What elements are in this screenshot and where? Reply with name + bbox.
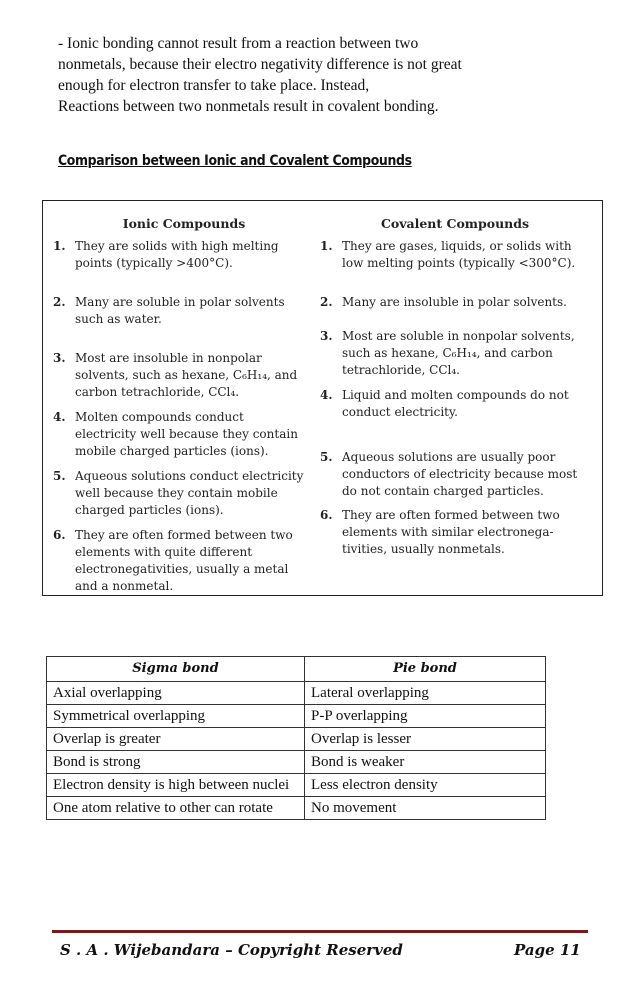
- intro-paragraph: [58, 33, 578, 117]
- covalent-item: [320, 387, 590, 421]
- pi-cell: Bond is weaker: [305, 751, 546, 774]
- item-number: 5.: [53, 469, 66, 483]
- item-line: low melting points (typically <300°C).: [342, 256, 576, 270]
- sigma-cell: Electron density is high between nuclei: [47, 774, 305, 797]
- item-line: and a nonmetal.: [75, 579, 174, 593]
- sigma-header: Sigma bond: [47, 657, 305, 682]
- item-line: They are solids with high melting: [75, 239, 279, 253]
- table-row: [47, 774, 546, 797]
- covalent-item: [320, 328, 590, 379]
- sigma-cell: Bond is strong: [47, 751, 305, 774]
- item-line: tetrachloride, CCl₄.: [342, 363, 460, 377]
- item-number: 3.: [53, 351, 66, 365]
- item-line: Many are insoluble in polar solvents.: [342, 295, 567, 309]
- item-line: electricity well because they contain: [75, 427, 298, 441]
- covalent-item: [320, 449, 590, 500]
- item-line: Aqueous solutions are usually poor: [342, 450, 556, 464]
- item-number: 5.: [320, 450, 333, 464]
- intro-line: Reactions between two nonmetals result in covalent bonding.: [58, 98, 439, 115]
- sigma-cell: Overlap is greater: [47, 728, 305, 751]
- item-line: They are often formed between two: [342, 508, 560, 522]
- table-header-row: [47, 657, 546, 682]
- intro-line: enough for electron transfer to take place. Instead,: [58, 77, 370, 94]
- item-line: electronegativities, usually a metal: [75, 562, 289, 576]
- table-row: [47, 797, 546, 820]
- item-line: They are gases, liquids, or solids with: [342, 239, 572, 253]
- item-line: well because they contain mobile: [75, 486, 278, 500]
- pi-cell: No movement: [305, 797, 546, 820]
- ionic-item: [53, 468, 315, 519]
- covalent-header: Covalent Compounds: [380, 216, 530, 231]
- item-number: 1.: [53, 239, 66, 253]
- item-line: Most are insoluble in nonpolar: [75, 351, 262, 365]
- item-line: charged particles (ions).: [75, 503, 224, 517]
- item-line: elements with similar electronega-: [342, 525, 554, 539]
- item-number: 2.: [320, 295, 333, 309]
- item-line: such as water.: [75, 312, 162, 326]
- item-number: 6.: [320, 508, 333, 522]
- pi-header: Pie bond: [305, 657, 546, 682]
- item-number: 1.: [320, 239, 333, 253]
- intro-line: - Ionic bonding cannot result from a reaction between two: [58, 35, 419, 52]
- ionic-item: [53, 409, 315, 460]
- item-line: They are often formed between two: [75, 528, 293, 542]
- covalent-item: [320, 238, 590, 272]
- item-line: do not contain charged particles.: [342, 484, 544, 498]
- item-line: solvents, such as hexane, C₆H₁₄, and: [75, 368, 298, 382]
- table-row: [47, 728, 546, 751]
- covalent-item: [320, 507, 590, 558]
- item-line: mobile charged particles (ions).: [75, 444, 269, 458]
- ionic-item: [53, 294, 315, 328]
- pi-cell: Less electron density: [305, 774, 546, 797]
- item-line: conduct electricity.: [342, 405, 458, 419]
- item-line: carbon tetrachloride, CCl₄.: [75, 385, 240, 399]
- intro-line: nonmetals, because their electro negativity difference is not great: [58, 56, 462, 73]
- pi-cell: P-P overlapping: [305, 705, 546, 728]
- pi-cell: Lateral overlapping: [305, 682, 546, 705]
- ionic-item: [53, 350, 315, 401]
- sigma-cell: Axial overlapping: [47, 682, 305, 705]
- ionic-item: [53, 238, 315, 272]
- covalent-column: [320, 215, 590, 556]
- section-heading: Comparison between Ionic and Covalent Compounds: [58, 153, 412, 169]
- item-line: Many are soluble in polar solvents: [75, 295, 285, 309]
- comparison-figure: [42, 200, 603, 596]
- table-row: [47, 682, 546, 705]
- item-line: Most are soluble in nonpolar solvents,: [342, 329, 575, 343]
- item-number: 4.: [320, 388, 333, 402]
- table-body: [47, 682, 546, 820]
- table-row: [47, 751, 546, 774]
- item-number: 4.: [53, 410, 66, 424]
- covalent-item: [320, 294, 590, 311]
- item-number: 6.: [53, 528, 66, 542]
- item-line: Liquid and molten compounds do not: [342, 388, 569, 402]
- item-line: elements with quite different: [75, 545, 253, 559]
- footer-page-number: Page 11: [514, 941, 581, 959]
- item-line: such as hexane, C₆H₁₄, and carbon: [342, 346, 553, 360]
- item-line: Molten compounds conduct: [75, 410, 244, 424]
- footer-author: S . A . Wijebandara – Copyright Reserved: [60, 941, 403, 959]
- item-line: tivities, usually nonmetals.: [342, 542, 505, 556]
- sigma-pi-table: [46, 656, 546, 820]
- sigma-cell: One atom relative to other can rotate: [47, 797, 305, 820]
- item-number: 2.: [53, 295, 66, 309]
- footer-rule: [52, 930, 588, 933]
- ionic-item: [53, 527, 315, 595]
- table-row: [47, 705, 546, 728]
- sigma-cell: Symmetrical overlapping: [47, 705, 305, 728]
- pi-cell: Overlap is lesser: [305, 728, 546, 751]
- item-line: Aqueous solutions conduct electricity: [75, 469, 304, 483]
- ionic-column: [53, 215, 315, 593]
- item-number: 3.: [320, 329, 333, 343]
- item-line: conductors of electricity because most: [342, 467, 578, 481]
- item-line: points (typically >400°C).: [75, 256, 233, 270]
- ionic-header: Ionic Compounds: [122, 216, 246, 231]
